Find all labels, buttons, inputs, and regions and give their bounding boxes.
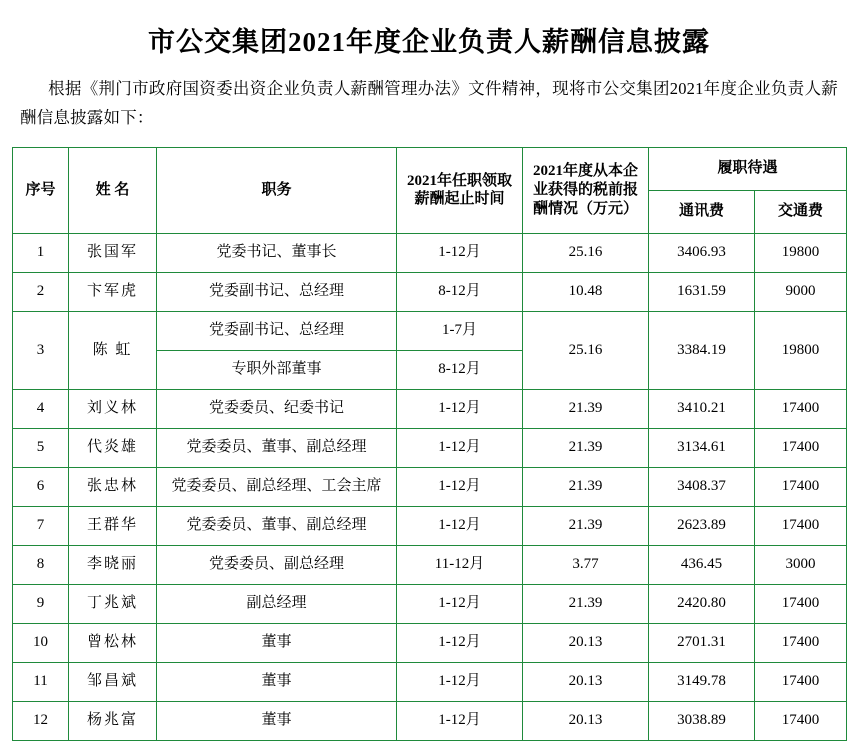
cell-pay: 25.16 [523, 311, 649, 389]
cell-transport: 19800 [755, 311, 847, 389]
cell-transport: 3000 [755, 545, 847, 584]
table-row [13, 662, 847, 701]
cell-name: 刘义林 [69, 389, 157, 428]
cell-period: 1-12月 [397, 662, 523, 701]
cell-period: 8-12月 [397, 272, 523, 311]
cell-post: 党委委员、董事、副总经理 [157, 428, 397, 467]
header-communication: 通讯费 [649, 190, 755, 233]
cell-index: 2 [13, 272, 69, 311]
cell-transport: 17400 [755, 467, 847, 506]
header-transport: 交通费 [755, 190, 847, 233]
header-index: 序号 [13, 147, 69, 233]
cell-name: 邹昌斌 [69, 662, 157, 701]
cell-communication: 2420.80 [649, 584, 755, 623]
cell-name: 卞军虎 [69, 272, 157, 311]
table-row [13, 233, 847, 272]
cell-name: 李晓丽 [69, 545, 157, 584]
cell-pay: 10.48 [523, 272, 649, 311]
cell-name: 丁兆斌 [69, 584, 157, 623]
cell-name: 王群华 [69, 506, 157, 545]
table-body [13, 233, 847, 740]
table-row [13, 311, 847, 350]
cell-period: 1-12月 [397, 467, 523, 506]
cell-index: 4 [13, 389, 69, 428]
table-row [13, 428, 847, 467]
cell-pay: 21.39 [523, 467, 649, 506]
cell-communication: 3149.78 [649, 662, 755, 701]
cell-communication: 3408.37 [649, 467, 755, 506]
cell-post: 党委书记、董事长 [157, 233, 397, 272]
cell-name: 张忠林 [69, 467, 157, 506]
header-pay: 2021年度从本企业获得的税前报酬情况（万元） [523, 147, 649, 233]
cell-post: 党委委员、董事、副总经理 [157, 506, 397, 545]
cell-transport: 17400 [755, 428, 847, 467]
cell-post: 党委副书记、总经理 [157, 272, 397, 311]
header-name: 姓 名 [69, 147, 157, 233]
cell-index: 1 [13, 233, 69, 272]
cell-period: 1-12月 [397, 233, 523, 272]
cell-communication: 3384.19 [649, 311, 755, 389]
cell-index: 3 [13, 311, 69, 389]
cell-name: 代炎雄 [69, 428, 157, 467]
intro-paragraph [20, 75, 838, 133]
cell-period: 1-7月 [397, 311, 523, 350]
cell-pay: 20.13 [523, 701, 649, 740]
cell-pay: 21.39 [523, 428, 649, 467]
cell-period: 1-12月 [397, 623, 523, 662]
page-title: 市公交集团2021年度企业负责人薪酬信息披露 [148, 27, 710, 57]
header-benefits: 履职待遇 [649, 147, 847, 190]
cell-pay: 3.77 [523, 545, 649, 584]
table-row [13, 272, 847, 311]
cell-pay: 25.16 [523, 233, 649, 272]
table-header-row-1 [13, 147, 847, 190]
cell-index: 12 [13, 701, 69, 740]
cell-post: 党委委员、副总经理 [157, 545, 397, 584]
cell-transport: 17400 [755, 584, 847, 623]
cell-index: 11 [13, 662, 69, 701]
cell-period: 1-12月 [397, 428, 523, 467]
cell-name: 陈 虹 [69, 311, 157, 389]
cell-index: 5 [13, 428, 69, 467]
intro-text: 根据《荆门市政府国资委出资企业负责人薪酬管理办法》文件精神，现将市公交集团2021年度企业负责人薪酬信息披露如下： [20, 79, 838, 127]
cell-transport: 17400 [755, 662, 847, 701]
cell-period: 8-12月 [397, 350, 523, 389]
cell-transport: 17400 [755, 389, 847, 428]
cell-index: 8 [13, 545, 69, 584]
cell-name: 曾松林 [69, 623, 157, 662]
cell-communication: 2701.31 [649, 623, 755, 662]
table-row [13, 389, 847, 428]
cell-index: 9 [13, 584, 69, 623]
cell-pay: 20.13 [523, 662, 649, 701]
header-post: 职务 [157, 147, 397, 233]
cell-communication: 1631.59 [649, 272, 755, 311]
table-row [13, 467, 847, 506]
cell-pay: 20.13 [523, 623, 649, 662]
cell-post: 董事 [157, 701, 397, 740]
cell-period: 11-12月 [397, 545, 523, 584]
cell-pay: 21.39 [523, 584, 649, 623]
cell-transport: 17400 [755, 506, 847, 545]
cell-communication: 2623.89 [649, 506, 755, 545]
cell-communication: 3406.93 [649, 233, 755, 272]
cell-post: 董事 [157, 662, 397, 701]
cell-index: 7 [13, 506, 69, 545]
table-row [13, 584, 847, 623]
salary-table [12, 147, 847, 741]
table-row [13, 701, 847, 740]
cell-index: 10 [13, 623, 69, 662]
cell-name: 张国军 [69, 233, 157, 272]
cell-post: 专职外部董事 [157, 350, 397, 389]
cell-name: 杨兆富 [69, 701, 157, 740]
cell-communication: 3134.61 [649, 428, 755, 467]
cell-transport: 17400 [755, 623, 847, 662]
table-header [13, 147, 847, 233]
table-row [13, 506, 847, 545]
cell-pay: 21.39 [523, 506, 649, 545]
cell-period: 1-12月 [397, 584, 523, 623]
cell-communication: 3038.89 [649, 701, 755, 740]
cell-transport: 9000 [755, 272, 847, 311]
cell-period: 1-12月 [397, 389, 523, 428]
cell-communication: 436.45 [649, 545, 755, 584]
header-period: 2021年任职领取薪酬起止时间 [397, 147, 523, 233]
cell-post: 党委副书记、总经理 [157, 311, 397, 350]
cell-period: 1-12月 [397, 701, 523, 740]
document-page [0, 20, 858, 748]
cell-period: 1-12月 [397, 506, 523, 545]
cell-transport: 19800 [755, 233, 847, 272]
cell-transport: 17400 [755, 701, 847, 740]
cell-post: 党委委员、副总经理、工会主席 [157, 467, 397, 506]
cell-post: 党委委员、纪委书记 [157, 389, 397, 428]
cell-index: 6 [13, 467, 69, 506]
cell-post: 副总经理 [157, 584, 397, 623]
table-row [13, 623, 847, 662]
table-row [13, 545, 847, 584]
cell-pay: 21.39 [523, 389, 649, 428]
cell-communication: 3410.21 [649, 389, 755, 428]
cell-post: 董事 [157, 623, 397, 662]
